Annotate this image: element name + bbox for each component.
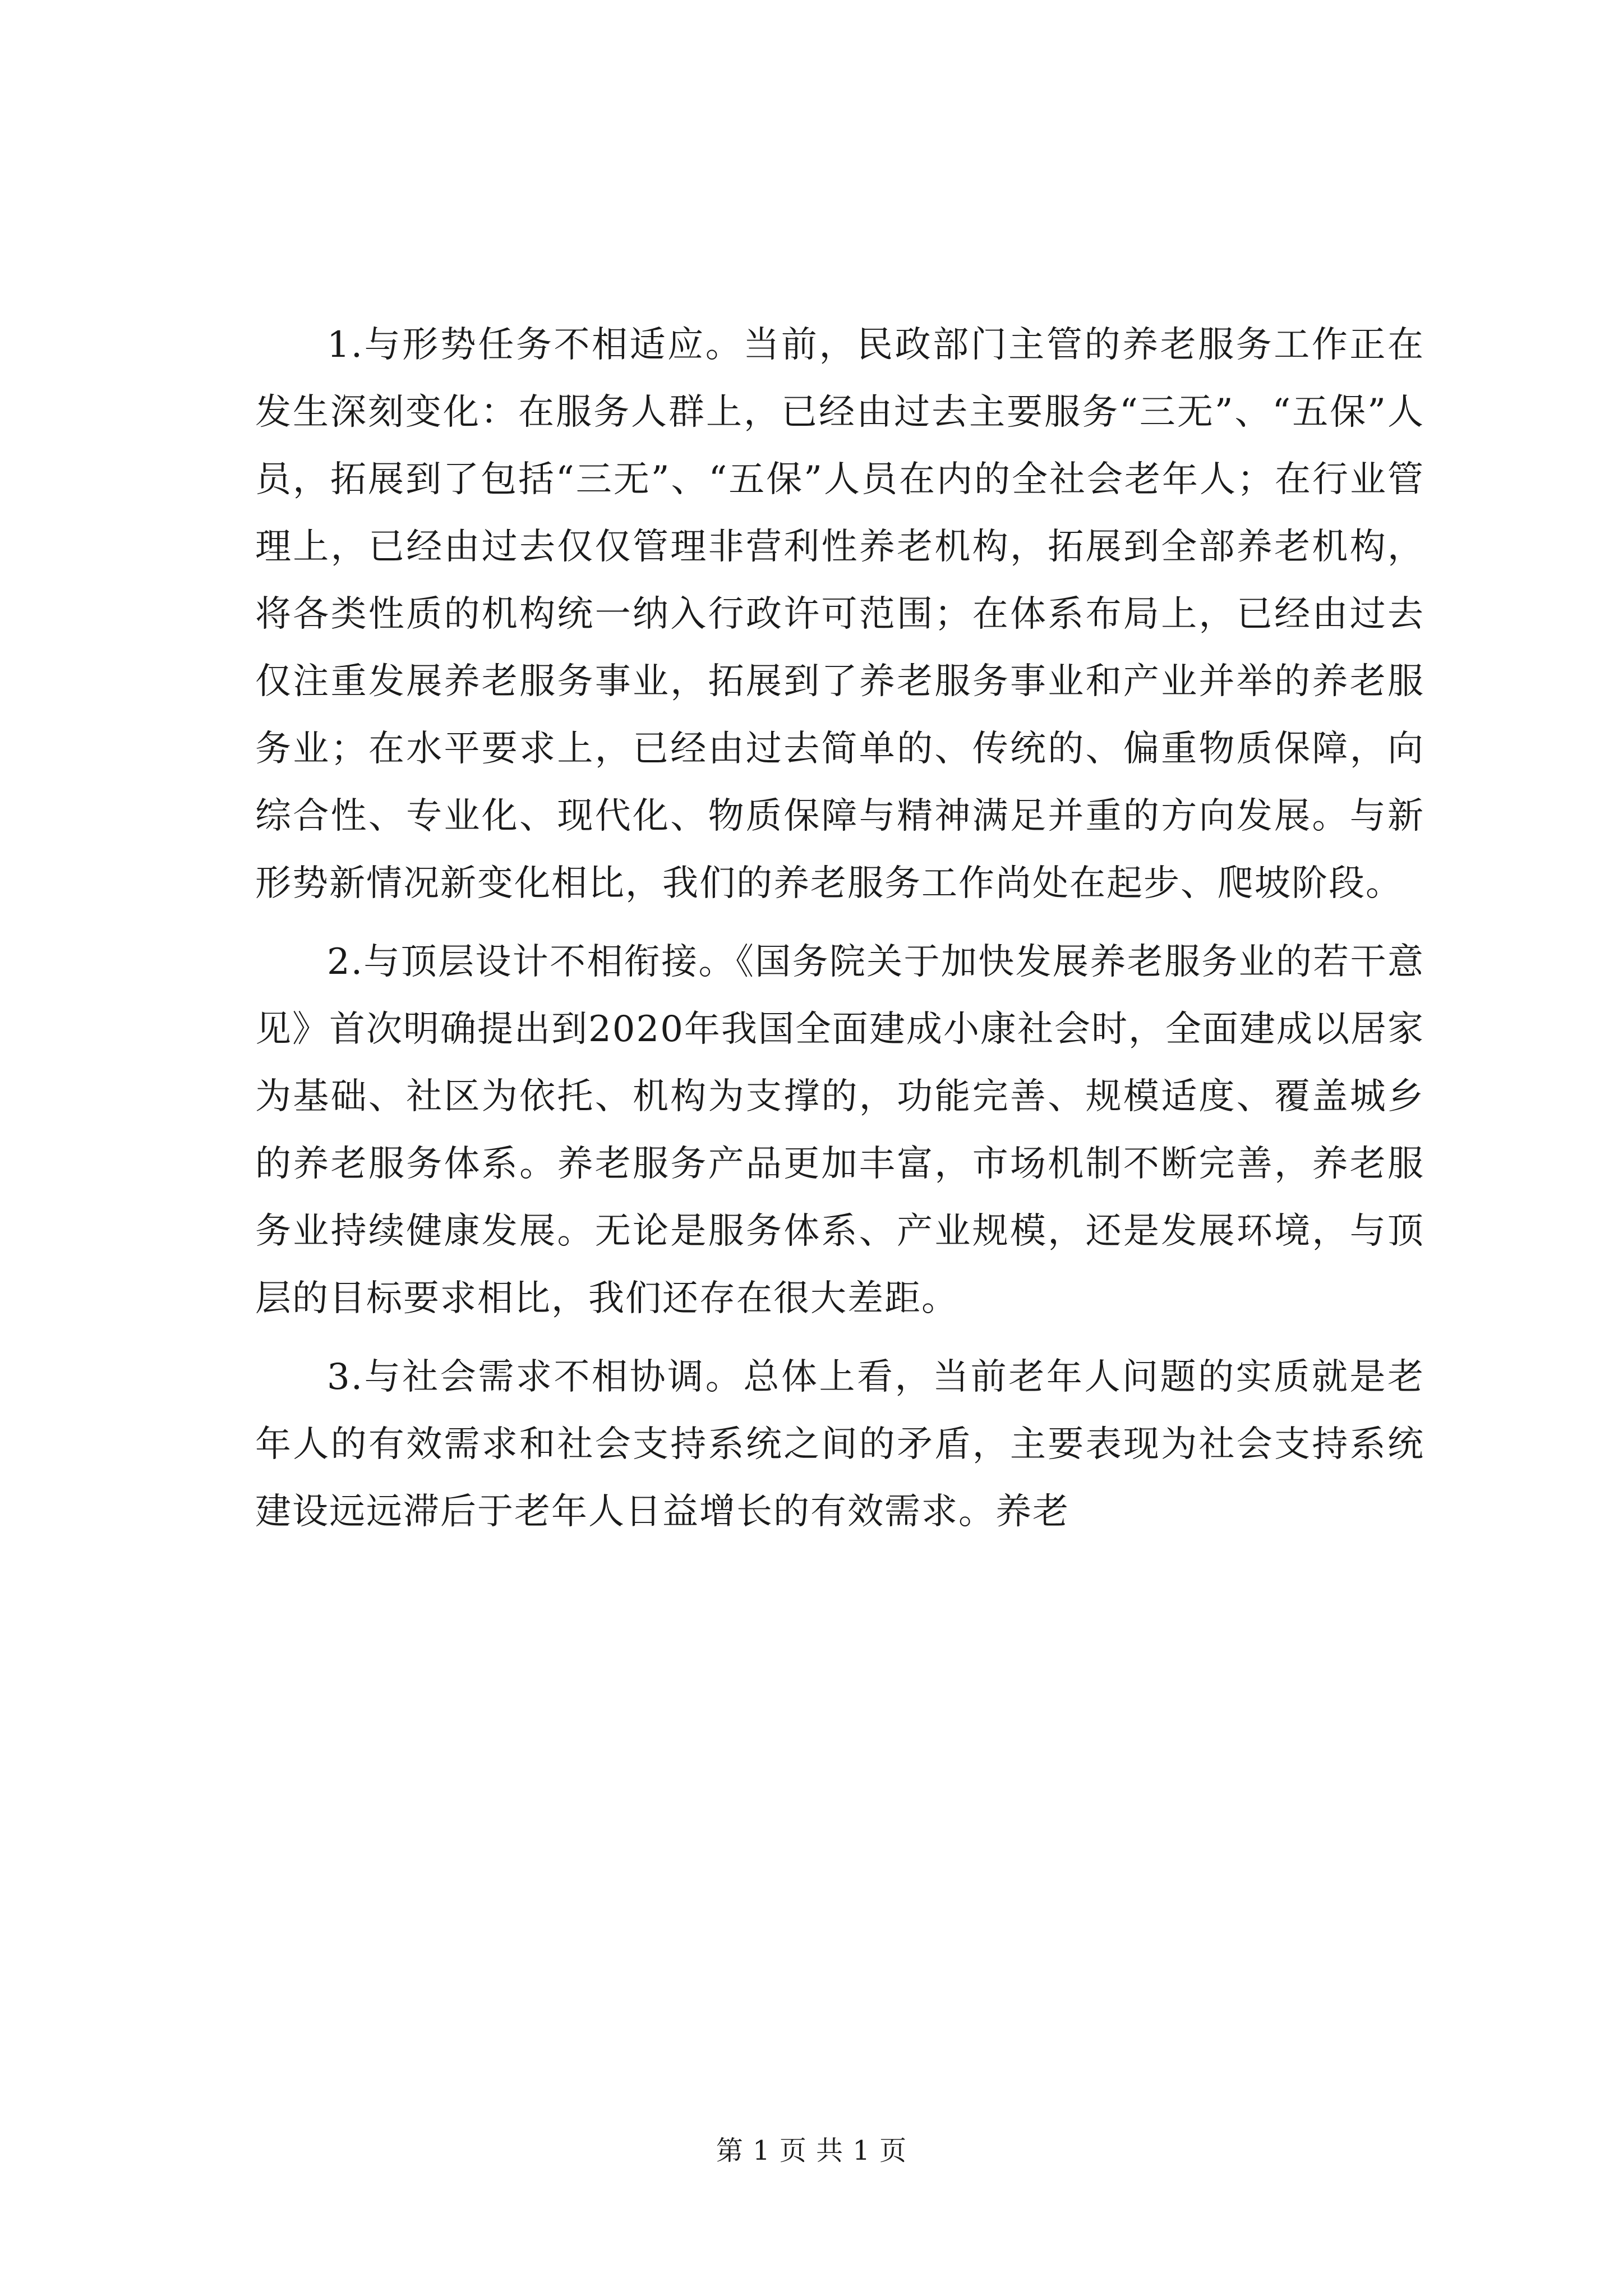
document-body: [255, 311, 1424, 1557]
paragraph-3: 3.与社会需求不相协调。总体上看，当前老年人问题的实质就是老年人的有效需求和社会支持系统之间的矛盾，主要表现为社会支持系统建设远远滞后于老年人日益增长的有效需求。养老: [255, 1356, 1424, 1533]
paragraph-1: 1.与形势任务不相适应。当前，民政部门主管的养老服务工作正在发生深刻变化：在服务人群上，已经由过去主要服务“三无”、“五保”人员，拓展到了包括“三无”、“五保”人员在内的全社会老年人；在行业管理上，已经由过去仅仅管理非营利性养老机构，拓展到全部养老机构，将各类性质的机构统一纳入行政许可范围；在体系布局上，已经由过去仅注重发展养老服务事业，拓展到了养老服务事业和产业并举的养老服务业；在水平要求上，已经由过去简单的、传统的、偏重物质保障，向综合性、专业化、现代化、物质保障与精神满足并重的方向发展。与新形势新情况新变化相比，我们的养老服务工作尚处在起步、爬坡阶段。: [255, 324, 1424, 904]
paragraph-2: 2.与顶层设计不相衔接。《国务院关于加快发展养老服务业的若干意见》首次明确提出到2020年我国全面建成小康社会时，全面建成以居家为基础、社区为依托、机构为支撑的，功能完善、规模适度、覆盖城乡的养老服务体系。养老服务产品更加丰富，市场机制不断完善，养老服务业持续健康发展。无论是服务体系、产业规模，还是发展环境，与顶层的目标要求相比，我们还存在很大差距。: [255, 941, 1424, 1319]
page-footer: 第 1 页 共 1 页: [716, 2135, 907, 2166]
